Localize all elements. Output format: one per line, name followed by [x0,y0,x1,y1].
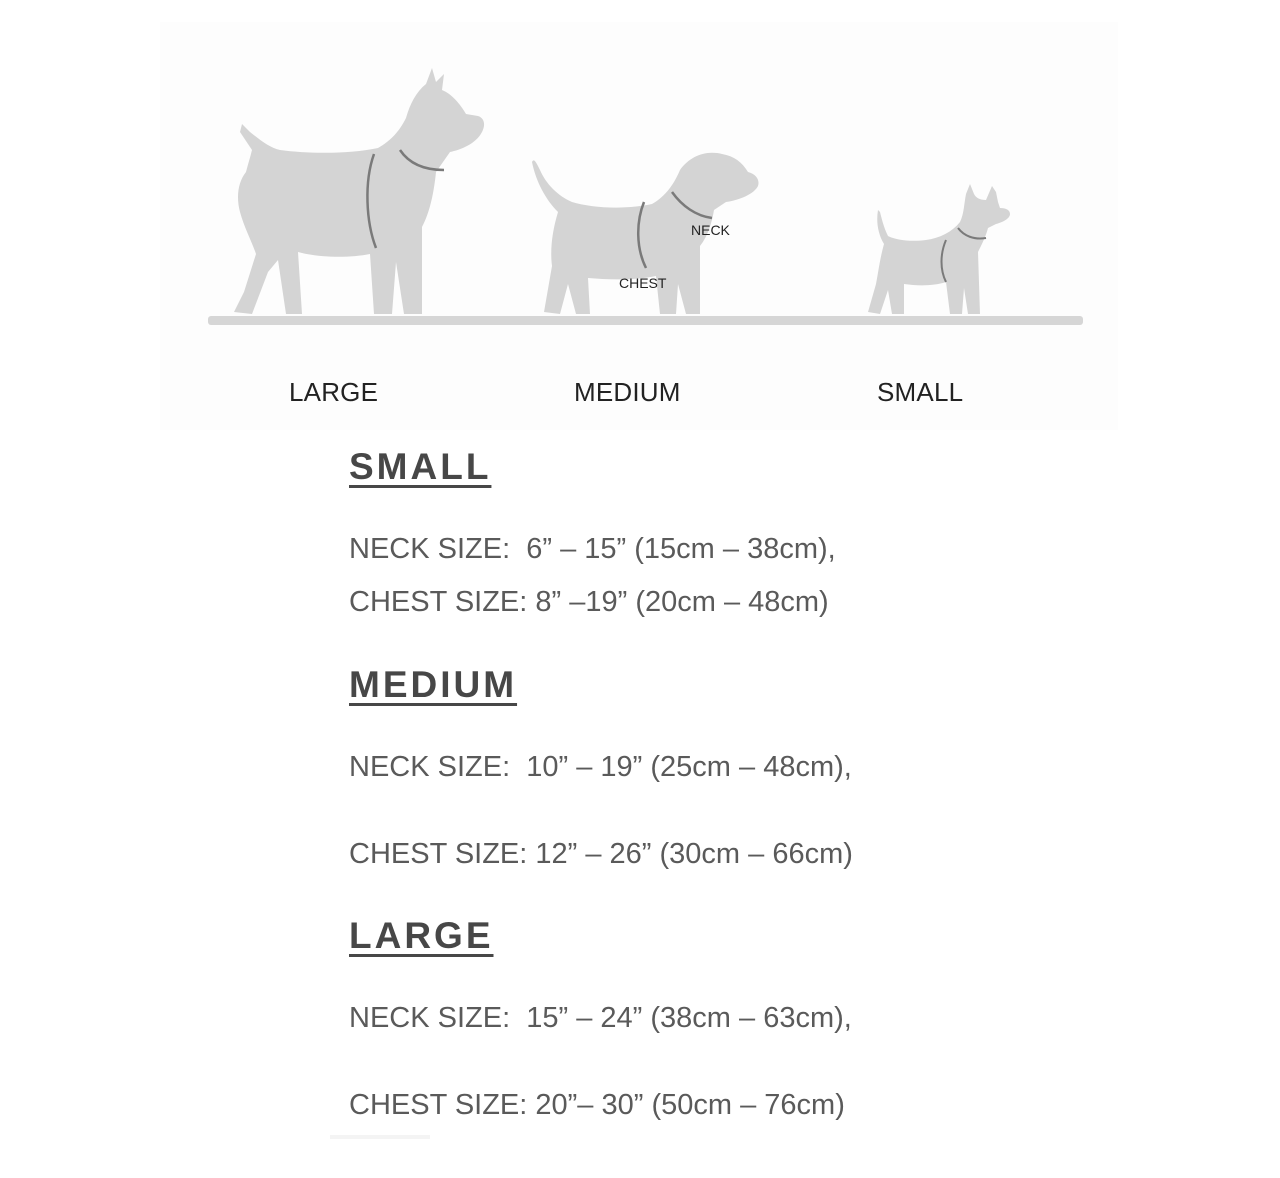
ground-line [208,316,1083,325]
dog-silhouettes-graphic [160,22,1118,430]
medium-chest-size: CHEST SIZE: 12” – 26” (30cm – 66cm) [349,838,853,870]
small-neck-size: NECK SIZE: 6” – 15” (15cm – 38cm), [349,533,836,565]
large-section-heading: LARGE [349,915,494,956]
small-size-label: SMALL [877,377,964,407]
large-dog-silhouette-icon [234,68,484,314]
small-dog-silhouette-icon [868,184,1010,314]
medium-size-label: MEDIUM [574,377,681,407]
small-chest-size: CHEST SIZE: 8” –19” (20cm – 48cm) [349,586,829,618]
chest-label: CHEST [619,275,667,291]
dog-size-illustration [160,22,1118,430]
divider [330,1135,430,1139]
medium-neck-size: NECK SIZE: 10” – 19” (25cm – 48cm), [349,751,852,783]
large-chest-size: CHEST SIZE: 20”– 30” (50cm – 76cm) [349,1089,845,1121]
large-neck-size: NECK SIZE: 15” – 24” (38cm – 63cm), [349,1002,852,1034]
large-size-label: LARGE [289,377,379,407]
neck-label: NECK [691,222,730,238]
medium-section-heading: MEDIUM [349,664,518,705]
small-section-heading: SMALL [349,446,492,487]
